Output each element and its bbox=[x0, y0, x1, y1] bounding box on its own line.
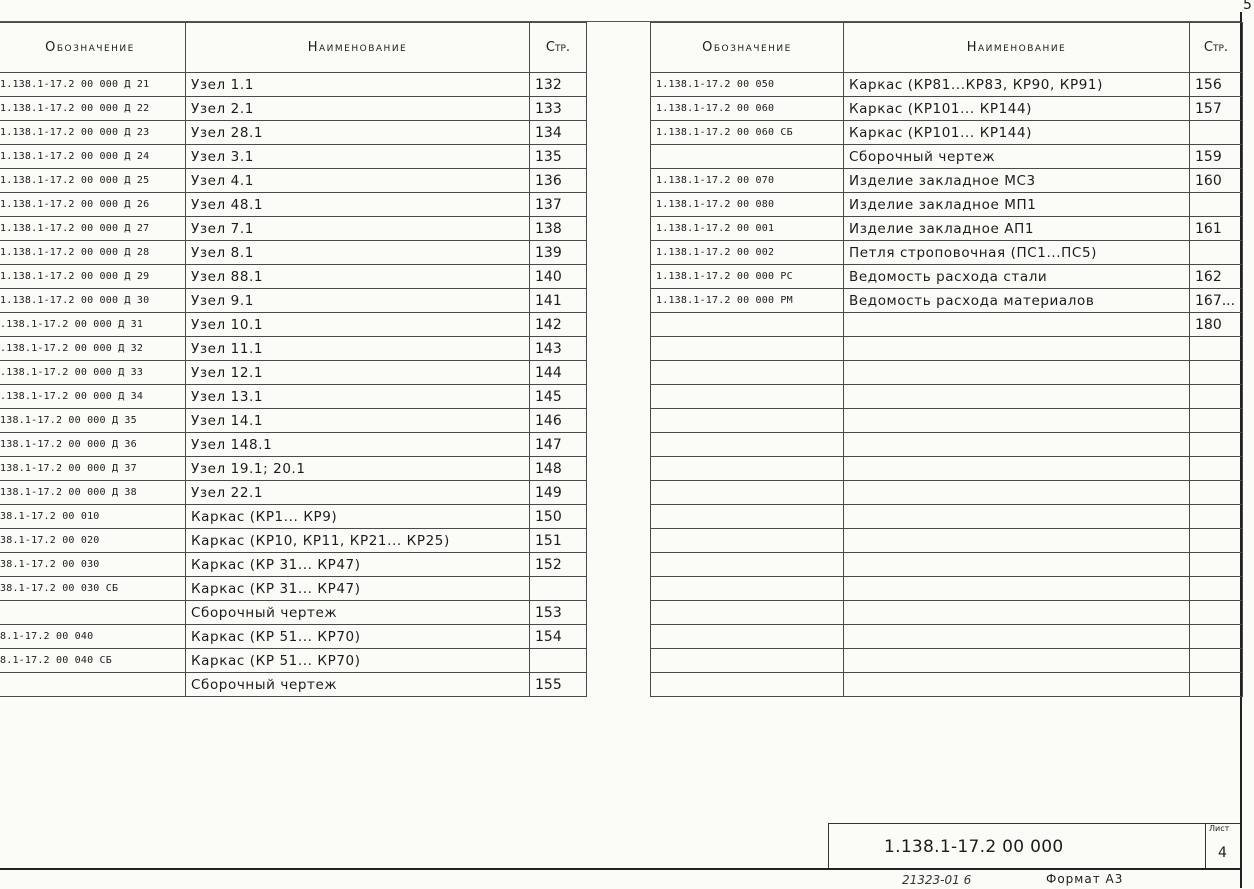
table-row bbox=[651, 169, 1243, 193]
left-table-header bbox=[0, 23, 587, 73]
table-row bbox=[651, 337, 1243, 361]
row-name bbox=[844, 409, 1190, 433]
row-designation: 38.1-17.2 00 030 bbox=[0, 553, 186, 577]
table-row bbox=[651, 289, 1243, 313]
table-row bbox=[0, 553, 587, 577]
row-page bbox=[530, 649, 587, 673]
row-page: 138 bbox=[530, 217, 587, 241]
row-name: Ведомость расхода материалов bbox=[844, 289, 1190, 313]
row-designation bbox=[651, 337, 844, 361]
header-name: Наименование bbox=[186, 23, 530, 73]
format-label: Формат А3 bbox=[1046, 872, 1124, 886]
row-name bbox=[844, 553, 1190, 577]
row-page: 167... bbox=[1190, 289, 1243, 313]
row-designation: 1.138.1-17.2 00 000 РМ bbox=[651, 289, 844, 313]
row-page: 134 bbox=[530, 121, 587, 145]
row-page bbox=[1190, 673, 1243, 697]
table-row bbox=[0, 337, 587, 361]
table-row bbox=[0, 649, 587, 673]
row-name bbox=[844, 433, 1190, 457]
row-name: Изделие закладное МП1 bbox=[844, 193, 1190, 217]
header-page: Стр. bbox=[530, 23, 587, 73]
row-name: Узел 8.1 bbox=[186, 241, 530, 265]
row-page: 137 bbox=[530, 193, 587, 217]
table-row bbox=[0, 193, 587, 217]
table-row bbox=[651, 241, 1243, 265]
row-page bbox=[1190, 577, 1243, 601]
row-page: 153 bbox=[530, 601, 587, 625]
row-designation bbox=[651, 409, 844, 433]
table-row bbox=[651, 121, 1243, 145]
row-designation: .138.1-17.2 00 000 Д 32 bbox=[0, 337, 186, 361]
row-designation bbox=[651, 481, 844, 505]
row-page: 147 bbox=[530, 433, 587, 457]
row-name: Изделие закладное МС3 bbox=[844, 169, 1190, 193]
row-page: 154 bbox=[530, 625, 587, 649]
row-designation bbox=[651, 385, 844, 409]
row-designation: 138.1-17.2 00 000 Д 35 bbox=[0, 409, 186, 433]
table-row bbox=[651, 553, 1243, 577]
table-row bbox=[0, 433, 587, 457]
table-row bbox=[651, 625, 1243, 649]
table-row bbox=[0, 73, 587, 97]
row-name bbox=[844, 361, 1190, 385]
row-name bbox=[844, 577, 1190, 601]
table-row bbox=[651, 673, 1243, 697]
row-name bbox=[844, 505, 1190, 529]
row-name bbox=[844, 673, 1190, 697]
row-name: Узел 28.1 bbox=[186, 121, 530, 145]
row-designation: 1.138.1-17.2 00 000 Д 30 bbox=[0, 289, 186, 313]
row-name bbox=[844, 385, 1190, 409]
row-page: 150 bbox=[530, 505, 587, 529]
table-row bbox=[0, 217, 587, 241]
table-row bbox=[651, 649, 1243, 673]
row-designation: 38.1-17.2 00 010 bbox=[0, 505, 186, 529]
row-designation: 1.138.1-17.2 00 050 bbox=[651, 73, 844, 97]
row-name: Узел 11.1 bbox=[186, 337, 530, 361]
table-row bbox=[651, 433, 1243, 457]
row-page bbox=[1190, 361, 1243, 385]
header-designation: Обозначение bbox=[651, 23, 844, 73]
row-designation: 1.138.1-17.2 00 060 СБ bbox=[651, 121, 844, 145]
table-row bbox=[0, 169, 587, 193]
document-designation: 1.138.1-17.2 00 000 bbox=[884, 837, 1064, 857]
row-designation: 1.138.1-17.2 00 000 Д 28 bbox=[0, 241, 186, 265]
row-name: Каркас (КР 51... КР70) bbox=[186, 649, 530, 673]
row-page: 145 bbox=[530, 385, 587, 409]
row-page bbox=[1190, 337, 1243, 361]
row-name: Узел 14.1 bbox=[186, 409, 530, 433]
row-name: Петля строповочная (ПС1...ПС5) bbox=[844, 241, 1190, 265]
row-page: 146 bbox=[530, 409, 587, 433]
row-name bbox=[844, 649, 1190, 673]
row-designation: 138.1-17.2 00 000 Д 38 bbox=[0, 481, 186, 505]
row-page bbox=[1190, 481, 1243, 505]
row-designation bbox=[651, 433, 844, 457]
row-name: Сборочный чертеж bbox=[186, 673, 530, 697]
row-name: Узел 22.1 bbox=[186, 481, 530, 505]
row-name: Узел 4.1 bbox=[186, 169, 530, 193]
row-name: Узел 7.1 bbox=[186, 217, 530, 241]
table-row bbox=[651, 481, 1243, 505]
row-page: 148 bbox=[530, 457, 587, 481]
row-name bbox=[844, 457, 1190, 481]
row-designation: 1.138.1-17.2 00 070 bbox=[651, 169, 844, 193]
row-page: 152 bbox=[530, 553, 587, 577]
right-table-header bbox=[651, 23, 1243, 73]
bottom-frame-line bbox=[0, 868, 1240, 870]
row-designation bbox=[651, 625, 844, 649]
row-designation: 1.138.1-17.2 00 000 Д 24 bbox=[0, 145, 186, 169]
row-page: 133 bbox=[530, 97, 587, 121]
row-designation: 138.1-17.2 00 000 Д 36 bbox=[0, 433, 186, 457]
row-name: Сборочный чертеж bbox=[844, 145, 1190, 169]
row-name bbox=[844, 337, 1190, 361]
table-row bbox=[0, 265, 587, 289]
row-designation: 1.138.1-17.2 00 000 Д 23 bbox=[0, 121, 186, 145]
row-page: 151 bbox=[530, 529, 587, 553]
table-row bbox=[651, 529, 1243, 553]
table-row bbox=[0, 481, 587, 505]
table-row bbox=[0, 145, 587, 169]
header-page: Стр. bbox=[1190, 23, 1243, 73]
row-name: Узел 12.1 bbox=[186, 361, 530, 385]
row-name: Каркас (КР 51... КР70) bbox=[186, 625, 530, 649]
row-designation: 1.138.1-17.2 00 000 Д 26 bbox=[0, 193, 186, 217]
row-designation bbox=[651, 673, 844, 697]
row-designation bbox=[0, 673, 186, 697]
row-name bbox=[844, 529, 1190, 553]
row-page: 149 bbox=[530, 481, 587, 505]
row-page: 140 bbox=[530, 265, 587, 289]
row-designation: 38.1-17.2 00 020 bbox=[0, 529, 186, 553]
row-designation bbox=[651, 313, 844, 337]
row-name: Узел 3.1 bbox=[186, 145, 530, 169]
row-page: 142 bbox=[530, 313, 587, 337]
row-designation bbox=[651, 649, 844, 673]
row-designation: 1.138.1-17.2 00 080 bbox=[651, 193, 844, 217]
row-designation: .138.1-17.2 00 000 Д 34 bbox=[0, 385, 186, 409]
row-name: Узел 148.1 bbox=[186, 433, 530, 457]
table-row bbox=[651, 217, 1243, 241]
row-name: Каркас (КР10, КР11, КР21... КР25) bbox=[186, 529, 530, 553]
table-row bbox=[0, 505, 587, 529]
row-designation bbox=[651, 145, 844, 169]
row-page bbox=[1190, 121, 1243, 145]
row-page bbox=[1190, 529, 1243, 553]
table-row bbox=[651, 385, 1243, 409]
row-page: 132 bbox=[530, 73, 587, 97]
row-page bbox=[1190, 241, 1243, 265]
table-row bbox=[651, 97, 1243, 121]
table-row bbox=[651, 313, 1243, 337]
row-name: Изделие закладное АП1 bbox=[844, 217, 1190, 241]
row-page: 139 bbox=[530, 241, 587, 265]
header-name: Наименование bbox=[844, 23, 1190, 73]
sheet-number: 4 bbox=[1218, 845, 1227, 861]
table-row bbox=[651, 505, 1243, 529]
row-designation: .138.1-17.2 00 000 Д 31 bbox=[0, 313, 186, 337]
row-page: 143 bbox=[530, 337, 587, 361]
row-designation bbox=[651, 577, 844, 601]
row-name: Каркас (КР1... КР9) bbox=[186, 505, 530, 529]
table-row bbox=[651, 73, 1243, 97]
row-page bbox=[1190, 553, 1243, 577]
table-row bbox=[651, 361, 1243, 385]
row-designation bbox=[651, 457, 844, 481]
row-page bbox=[1190, 625, 1243, 649]
row-name: Сборочный чертеж bbox=[186, 601, 530, 625]
table-row bbox=[651, 145, 1243, 169]
table-row bbox=[0, 409, 587, 433]
table-row bbox=[651, 193, 1243, 217]
row-name: Каркас (КР 31... КР47) bbox=[186, 577, 530, 601]
table-row bbox=[651, 577, 1243, 601]
table-row bbox=[0, 289, 587, 313]
row-designation: 1.138.1-17.2 00 060 bbox=[651, 97, 844, 121]
row-designation bbox=[651, 505, 844, 529]
row-page: 159 bbox=[1190, 145, 1243, 169]
row-name: Каркас (КР101... КР144) bbox=[844, 97, 1190, 121]
row-page bbox=[1190, 649, 1243, 673]
row-name bbox=[844, 625, 1190, 649]
row-designation: 1.138.1-17.2 00 001 bbox=[651, 217, 844, 241]
table-row bbox=[0, 577, 587, 601]
row-page bbox=[1190, 409, 1243, 433]
row-name: Узел 88.1 bbox=[186, 265, 530, 289]
row-designation bbox=[651, 601, 844, 625]
row-designation: 1.138.1-17.2 00 000 Д 25 bbox=[0, 169, 186, 193]
row-name: Узел 2.1 bbox=[186, 97, 530, 121]
row-designation: 1.138.1-17.2 00 000 Д 27 bbox=[0, 217, 186, 241]
right-contents-table bbox=[650, 22, 1243, 697]
row-designation bbox=[651, 361, 844, 385]
table-row bbox=[0, 241, 587, 265]
row-name bbox=[844, 601, 1190, 625]
sheet-label: Лист bbox=[1209, 824, 1230, 833]
row-page: 160 bbox=[1190, 169, 1243, 193]
row-designation: 138.1-17.2 00 000 Д 37 bbox=[0, 457, 186, 481]
row-name: Узел 9.1 bbox=[186, 289, 530, 313]
table-row bbox=[651, 409, 1243, 433]
row-name: Каркас (КР101... КР144) bbox=[844, 121, 1190, 145]
row-name: Каркас (КР 31... КР47) bbox=[186, 553, 530, 577]
row-name: Узел 13.1 bbox=[186, 385, 530, 409]
row-page: 156 bbox=[1190, 73, 1243, 97]
row-page bbox=[1190, 385, 1243, 409]
table-row bbox=[651, 457, 1243, 481]
row-page: 135 bbox=[530, 145, 587, 169]
table-row bbox=[0, 361, 587, 385]
corner-number: 5 bbox=[1243, 0, 1252, 13]
row-name bbox=[844, 313, 1190, 337]
row-name bbox=[844, 481, 1190, 505]
row-designation: 1.138.1-17.2 00 000 Д 21 bbox=[0, 73, 186, 97]
row-name: Узел 19.1; 20.1 bbox=[186, 457, 530, 481]
table-row bbox=[651, 601, 1243, 625]
row-page: 136 bbox=[530, 169, 587, 193]
table-row bbox=[0, 385, 587, 409]
row-page: 144 bbox=[530, 361, 587, 385]
row-page: 155 bbox=[530, 673, 587, 697]
row-designation bbox=[651, 553, 844, 577]
left-contents-table bbox=[0, 22, 587, 697]
row-page: 180 bbox=[1190, 313, 1243, 337]
row-page bbox=[1190, 601, 1243, 625]
row-designation: 1.138.1-17.2 00 000 Д 22 bbox=[0, 97, 186, 121]
table-row bbox=[0, 313, 587, 337]
row-designation: 1.138.1-17.2 00 002 bbox=[651, 241, 844, 265]
row-designation: 8.1-17.2 00 040 bbox=[0, 625, 186, 649]
table-row bbox=[0, 625, 587, 649]
row-page bbox=[1190, 193, 1243, 217]
table-row bbox=[0, 601, 587, 625]
row-page: 162 bbox=[1190, 265, 1243, 289]
row-designation: 1.138.1-17.2 00 000 РС bbox=[651, 265, 844, 289]
row-page bbox=[1190, 457, 1243, 481]
table-row bbox=[0, 97, 587, 121]
row-designation: 1.138.1-17.2 00 000 Д 29 bbox=[0, 265, 186, 289]
row-name: Узел 1.1 bbox=[186, 73, 530, 97]
row-page: 161 bbox=[1190, 217, 1243, 241]
handwritten-archive-number: 21323-01 6 bbox=[902, 873, 972, 887]
row-designation: 8.1-17.2 00 040 СБ bbox=[0, 649, 186, 673]
row-name: Ведомость расхода стали bbox=[844, 265, 1190, 289]
table-row bbox=[0, 529, 587, 553]
row-name: Узел 48.1 bbox=[186, 193, 530, 217]
row-page: 157 bbox=[1190, 97, 1243, 121]
row-name: Узел 10.1 bbox=[186, 313, 530, 337]
row-designation bbox=[0, 601, 186, 625]
row-page: 141 bbox=[530, 289, 587, 313]
header-designation: Обозначение bbox=[0, 23, 186, 73]
table-row bbox=[651, 265, 1243, 289]
table-row bbox=[0, 457, 587, 481]
table-row bbox=[0, 121, 587, 145]
row-designation bbox=[651, 529, 844, 553]
row-page bbox=[1190, 433, 1243, 457]
row-designation: 38.1-17.2 00 030 СБ bbox=[0, 577, 186, 601]
row-designation: .138.1-17.2 00 000 Д 33 bbox=[0, 361, 186, 385]
row-page bbox=[1190, 505, 1243, 529]
row-page bbox=[530, 577, 587, 601]
row-name: Каркас (КР81...КР83, КР90, КР91) bbox=[844, 73, 1190, 97]
table-row bbox=[0, 673, 587, 697]
